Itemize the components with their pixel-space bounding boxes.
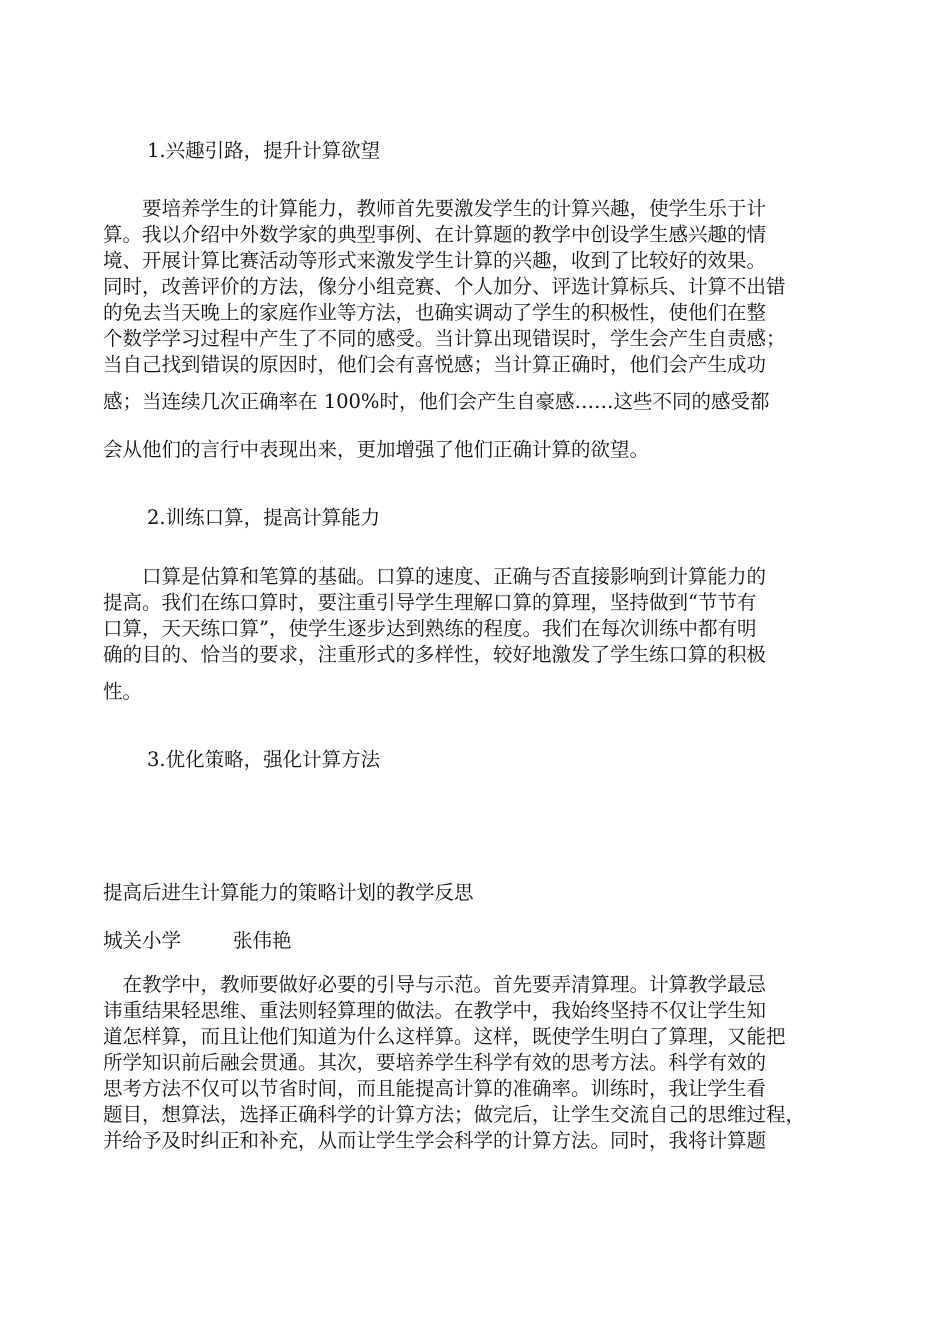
text-line: 要培养学生的计算能力，教师首先要激发学生的计算兴趣，使学生乐于计 <box>103 197 767 220</box>
text-line: 所学知识前后融会贯通。其次，要培养学生科学有效的思考方法。科学有效的 <box>103 1051 767 1074</box>
text-line: 同时，改善评价的方法，像分小组竞赛、个人加分、评选计算标兵、计算不出错 <box>103 275 786 298</box>
text-line: 并给予及时纠正和补充，从而让学生学会科学的计算方法。同时，我将计算题 <box>103 1129 767 1152</box>
paragraph-oral-calc <box>103 564 853 716</box>
text-line: 个数学学习过程中产生了不同的感受。当计算出现错误时，学生会产生自责感； <box>103 327 786 350</box>
text-line: 算。我以介绍中外数学家的典型事例、在计算题的教学中创设学生感兴趣的情 <box>103 223 767 246</box>
text-line: 提高。我们在练口算时，要注重引导学生理解口算的算理，坚持做到“节节有 <box>103 591 757 614</box>
text-line: 口算是估算和笔算的基础。口算的速度、正确与否直接影响到计算能力的 <box>103 565 767 588</box>
text-line: 当自己找到错误的原因时，他们会有喜悦感；当计算正确时，他们会产生成功 <box>103 353 767 376</box>
paragraph-reflection <box>103 972 853 1154</box>
text-line: 的免去当天晚上的家庭作业等方法，也确实调动了学生的积极性，使他们在整 <box>103 301 767 324</box>
text-line: 题目，想算法，选择正确科学的计算方法；做完后，让学生交流自己的思维过程， <box>103 1103 806 1126</box>
section-heading-2: 2.训练口算，提高计算能力 <box>147 506 381 529</box>
text-line: 讳重结果轻思维、重法则轻算理的做法。在教学中，我始终坚持不仅让学生知 <box>103 999 767 1022</box>
text-line: 性。 <box>103 680 143 703</box>
text-line: 境、开展计算比赛活动等形式来激发学生计算的兴趣，收到了比较好的效果。 <box>103 249 767 272</box>
author-name: 张伟艳 <box>233 929 292 952</box>
text-line: 会从他们的言行中表现出来，更加增强了他们正确计算的欲望。 <box>103 438 650 461</box>
author-school: 城关小学 <box>103 929 182 952</box>
text-line: 思考方法不仅可以节省时间，而且能提高计算的准确率。训练时，我让学生看 <box>103 1077 767 1100</box>
section-heading-3: 3.优化策略，强化计算方法 <box>147 748 381 771</box>
text-line: 口算，天天练口算”，使学生逐步达到熟练的程度。我们在每次训练中都有明 <box>103 617 757 640</box>
text-line: 在教学中，教师要做好必要的引导与示范。首先要弄清算理。计算教学最忌 <box>103 973 767 996</box>
section-heading-1: 1.兴趣引路，提升计算欲望 <box>147 139 381 162</box>
text-line: 道怎样算，而且让他们知道为什么这样算。这样，既使学生明白了算理，又能把 <box>103 1025 786 1048</box>
author-line <box>103 928 292 954</box>
paragraph-interest <box>103 196 853 474</box>
article-title: 提高后进生计算能力的策略计划的教学反思 <box>103 881 474 904</box>
text-line: 确的目的、恰当的要求，注重形式的多样性，较好地激发了学生练口算的积极 <box>103 643 767 666</box>
text-line: 感；当连续几次正确率在 100%时，他们会产生自豪感……这些不同的感受都 <box>103 390 770 413</box>
